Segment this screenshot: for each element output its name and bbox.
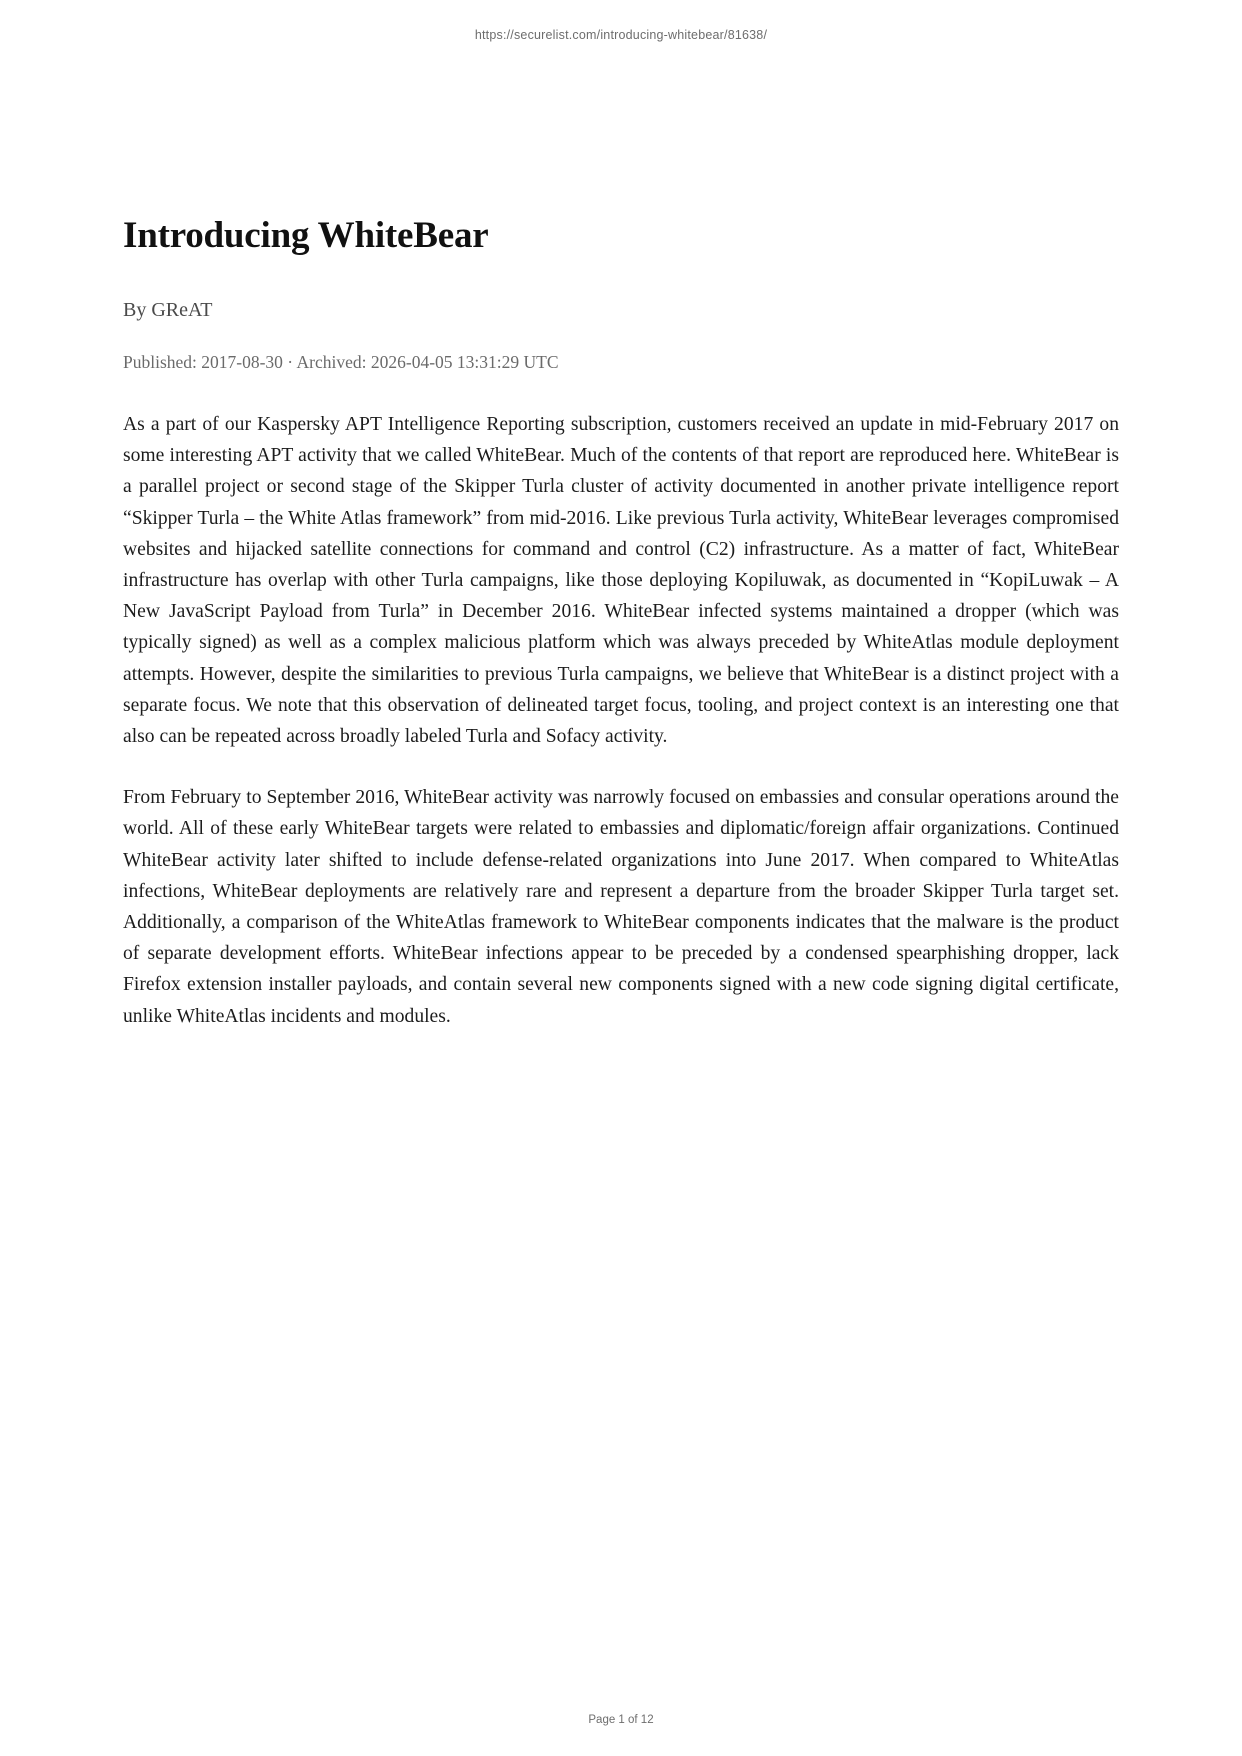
page-title: Introducing WhiteBear [123, 215, 489, 256]
body-paragraph: As a part of our Kaspersky APT Intelligence Reporting subscription, customers received an update in mid-February 2017 on some interesting APT activity that we called WhiteBear. Much of the contents of that report are reproduced here. WhiteBear is a parallel project or second stage of the Skipper Turla cluster of activity documented in another private intelligence report “Skipper Turla – the White Atlas framework” from mid-2016. Like previous Turla activity, WhiteBear leverages compromised websites and hijacked satellite connections for command and control (C2) infrastructure. As a matter of fact, WhiteBear infrastructure has overlap with other Turla campaigns, like those deploying Kopiluwak, as documented in “KopiLuwak – A New JavaScript Payload from Turla” in December 2016. WhiteBear infected systems maintained a dropper (which was typically signed) as well as a complex malicious platform which was always preceded by WhiteAtlas module deployment attempts. However, despite the similarities to previous Turla campaigns, we believe that WhiteBear is a distinct project with a separate focus. We note that this observation of delineated target focus, tooling, and project context is an interesting one that also can be repeated across broadly labeled Turla and Sofacy activity. [123, 414, 1119, 748]
page-footer: Page 1 of 12 [588, 1714, 654, 1726]
document-content [116, 42, 1126, 1714]
archived-source-url: https://securelist.com/introducing-whitebear/81638/ [474, 28, 768, 42]
author-byline: By GReAT [123, 299, 213, 321]
publication-meta: Published: 2017-08-30 · Archived: 2026-04-05 13:31:29 UTC [123, 352, 559, 372]
body-paragraph: From February to September 2016, WhiteBear activity was narrowly focused on embassies and consular operations around the world. All of these early WhiteBear targets were related to embassies and diplomatic/foreign affair organizations. Continued WhiteBear activity later shifted to include defense-related organizations into June 2017. When compared to WhiteAtlas infections, WhiteBear deployments are relatively rare and represent a departure from the broader Skipper Turla target set. Additionally, a comparison of the WhiteAtlas framework to WhiteBear components indicates that the malware is the product of separate development efforts. WhiteBear infections appear to be preceded by a condensed spearphishing dropper, lack Firefox extension installer payloads, and contain several new components signed with a new code signing digital certificate, unlike WhiteAtlas incidents and modules. [123, 787, 1119, 1027]
